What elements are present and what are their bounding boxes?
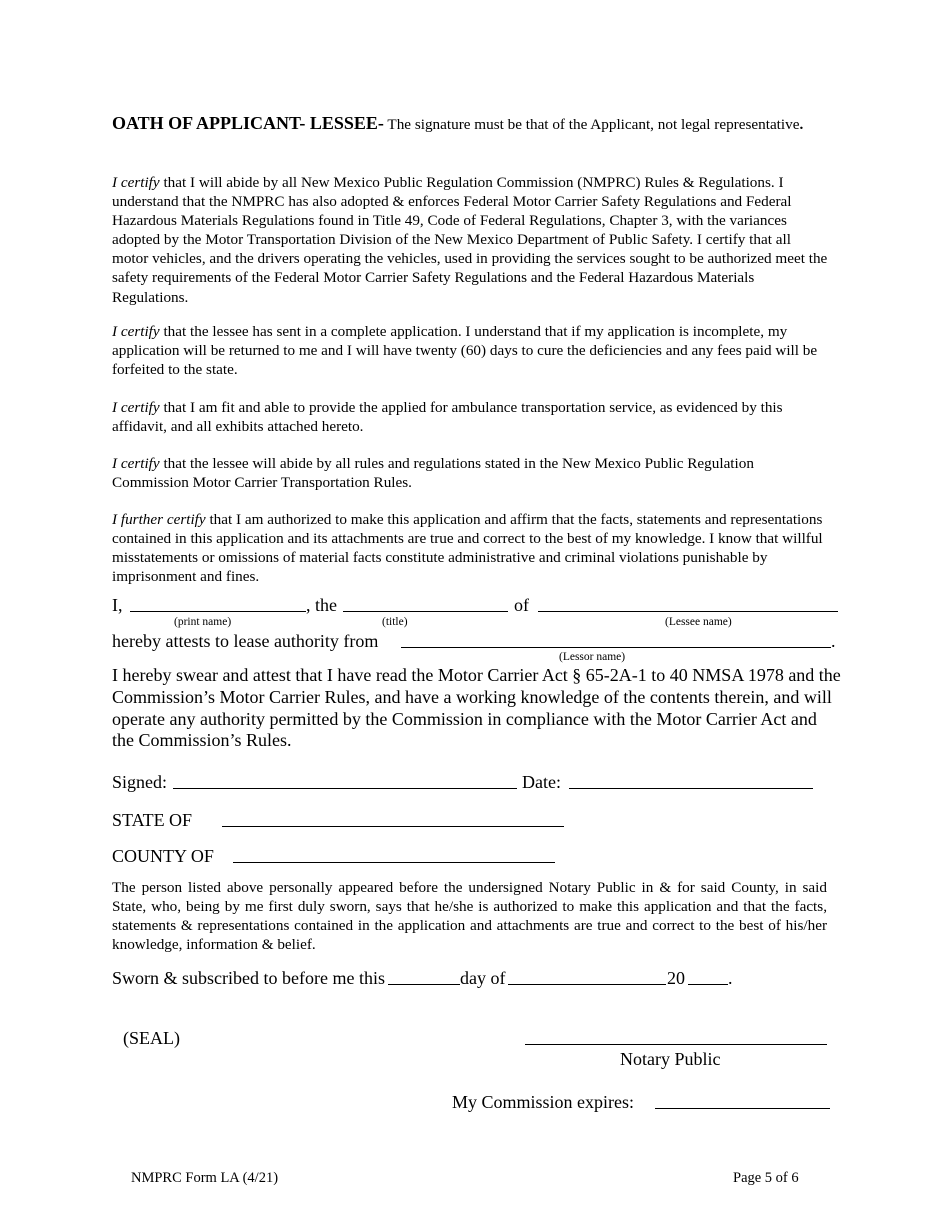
date-field[interactable]	[569, 774, 813, 789]
form-id: NMPRC Form LA (4/21)	[131, 1170, 279, 1186]
certify-paragraph	[112, 322, 830, 379]
sworn-period: .	[728, 968, 733, 988]
oath-heading-period: .	[799, 116, 804, 133]
certify-text: that I am fit and able to provide the applied for ambulance transportation service, as evidenced by this affidavit, and all exhibits attached hereto.	[112, 399, 783, 436]
sworn-year-field[interactable]	[688, 970, 728, 985]
certify-lead: I certify	[112, 323, 160, 340]
notary-statement: The person listed above personally appeared before the undersigned Notary Public in & for said County, in said State, who, being by me first duly sworn, says that he/she is authorized to make this application and that the facts, statements & representations contained in the application and attachments are true and correct to the best of his/her knowledge, information & belief.	[112, 879, 827, 954]
year-prefix: 20	[667, 968, 685, 988]
commission-expires-field[interactable]	[655, 1094, 830, 1109]
certify-text: that the lessee will abide by all rules and regulations stated in the New Mexico Public Regulation Commission Motor Carrier Transportation Rules.	[112, 455, 754, 492]
certify-text: that the lessee has sent in a complete application. I understand that if my application is incomplete, my application will be returned to me and I will have twenty (60) days to cure the deficiencies and any fees paid will be forfeited to the state.	[112, 323, 818, 379]
i-label: I,	[112, 595, 123, 615]
oath-heading: OATH OF APPLICANT- LESSEE-	[112, 113, 384, 133]
certify-paragraph	[112, 173, 830, 307]
date-label: Date:	[522, 772, 561, 792]
swear-paragraph: I hereby swear and attest that I have read the Motor Carrier Act § 65-2A-1 to 40 NMSA 1978 and the Commission’s Motor Carrier Rules, and have a working knowledge of the contents therein, and will operate any authority permitted by the Commission in compliance with the Motor Carrier Act and the Commission’s Rules.	[112, 665, 841, 751]
sworn-month-field[interactable]	[508, 970, 666, 985]
lease-period: .	[831, 631, 836, 651]
seal-label: (SEAL)	[123, 1028, 180, 1048]
oath-heading-block	[112, 114, 830, 134]
page-number: Page 5 of 6	[733, 1170, 799, 1186]
notary-public-label: Notary Public	[620, 1049, 721, 1069]
certify-text: that I am authorized to make this application and affirm that the facts, statements and representations contained in this application and its attachments are true and correct to the best of my knowledge. I know that willful misstatements or omissions of material facts constitute administrative and criminal violations punishable by imprisonment and fines.	[112, 511, 823, 586]
print-name-caption: (print name)	[174, 616, 232, 628]
further-certify-paragraph	[112, 510, 830, 586]
day-of-label: day of	[460, 968, 506, 988]
lessee-name-field[interactable]	[538, 597, 838, 612]
signed-label: Signed:	[112, 772, 168, 792]
sworn-label: Sworn & subscribed to before me this	[112, 968, 385, 988]
notary-signature-field[interactable]	[525, 1030, 827, 1045]
state-field[interactable]	[222, 812, 564, 827]
certify-paragraph	[112, 454, 830, 492]
signature-field[interactable]	[173, 774, 517, 789]
oath-heading-note: The signature must be that of the Applicant, not legal representative	[383, 116, 800, 133]
sworn-day-field[interactable]	[388, 970, 460, 985]
lessor-name-field[interactable]	[401, 633, 831, 648]
of-label: of	[514, 595, 529, 615]
commission-expires-label: My Commission expires:	[452, 1092, 635, 1112]
certify-lead: I further certify	[112, 511, 206, 528]
certify-lead: I certify	[112, 455, 160, 472]
print-name-field[interactable]	[130, 597, 306, 612]
state-label: STATE OF	[112, 810, 193, 830]
lessor-name-caption: (Lessor name)	[559, 651, 626, 663]
certify-paragraph	[112, 398, 830, 436]
certify-lead: I certify	[112, 399, 160, 416]
lessee-name-caption: (Lessee name)	[665, 616, 732, 628]
county-label: COUNTY OF	[112, 846, 214, 866]
certify-lead: I certify	[112, 174, 160, 191]
title-caption: (title)	[382, 616, 408, 628]
the-label: , the	[306, 595, 337, 615]
certify-text: that I will abide by all New Mexico Public Regulation Commission (NMPRC) Rules & Regulations. I understand that the NMPRC has also adopted & enforces Federal Motor Carrier Safety Regulations and Federal Hazardous Materials Regulations found in Title 49, Code of Federal Regulations, Chapter 3, with the variances adopted by the Motor Transportation Division of the New Mexico Department of Public Safety. I certify that all motor vehicles, and the drivers operating the vehicles, used in providing the services sought to be authorized meet the safety requirements of the Federal Motor Carrier Safety Regulations and the Federal Hazardous Materials Regulations.	[112, 174, 828, 306]
county-field[interactable]	[233, 848, 555, 863]
title-field[interactable]	[343, 597, 508, 612]
lease-from-label: hereby attests to lease authority from	[112, 631, 379, 651]
